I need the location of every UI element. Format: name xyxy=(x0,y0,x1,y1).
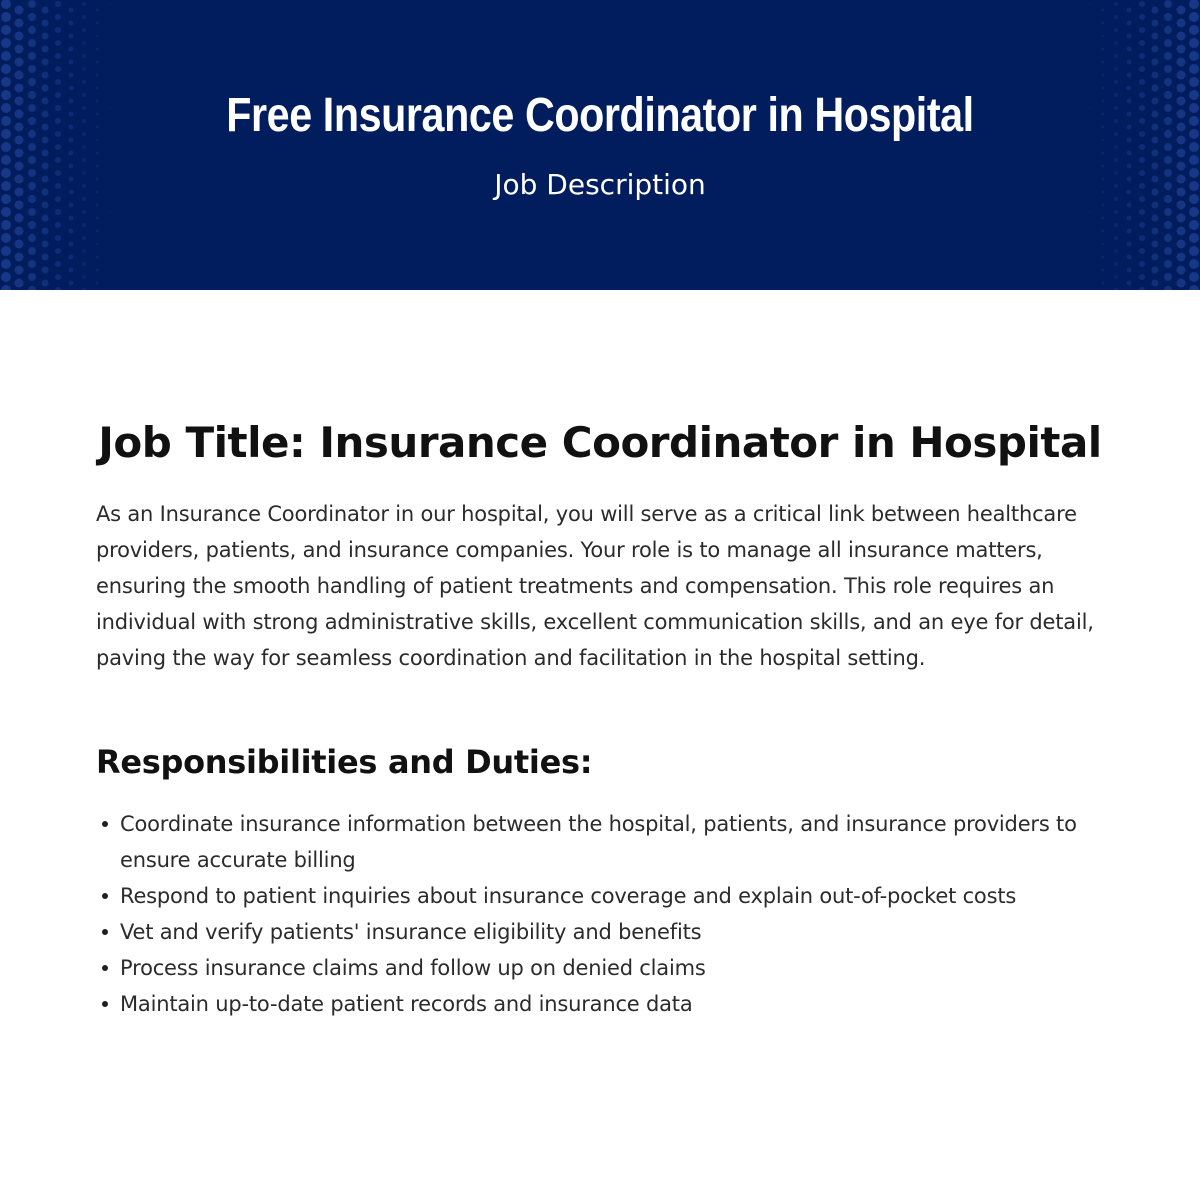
document-body xyxy=(96,414,1104,1022)
bullet-icon xyxy=(102,893,108,899)
list-item-text: Vet and verify patients' insurance eligibility and benefits xyxy=(120,920,702,944)
list-item-text: Process insurance claims and follow up on denied claims xyxy=(120,956,706,980)
list-item xyxy=(96,986,1104,1022)
bullet-icon xyxy=(102,1001,108,1007)
list-item xyxy=(96,878,1104,914)
list-item-text: Respond to patient inquiries about insurance coverage and explain out-of-pocket costs xyxy=(120,884,1017,908)
responsibilities-list xyxy=(96,806,1104,1022)
list-item xyxy=(96,914,1104,950)
banner-subtitle: Job Description xyxy=(494,168,706,201)
intro-paragraph: As an Insurance Coordinator in our hospital, you will serve as a critical link between healthcare providers, patients, and insurance companies. Your role is to manage all insurance matters, ensuring the smooth handling of patient treatments and compensation. This role requires an individual with strong administrative skills, excellent communication skills, and an eye for detail, paving the way for seamless coordination and facilitation in the hospital setting. xyxy=(96,502,1094,670)
bullet-icon xyxy=(102,821,108,827)
bullet-icon xyxy=(102,965,108,971)
responsibilities-heading: Responsibilities and Duties: xyxy=(96,743,593,781)
bullet-icon xyxy=(102,929,108,935)
job-title: Job Title: Insurance Coordinator in Hospital xyxy=(98,418,1102,467)
header-banner xyxy=(0,0,1200,290)
list-item xyxy=(96,806,1104,878)
banner-title: Free Insurance Coordinator in Hospital xyxy=(226,89,974,142)
dot-pattern-decoration xyxy=(0,0,1200,290)
list-item-text: Maintain up-to-date patient records and insurance data xyxy=(120,992,693,1016)
list-item-text: Coordinate insurance information between the hospital, patients, and insurance providers to ensure accurate billing xyxy=(120,812,1077,872)
list-item xyxy=(96,950,1104,986)
